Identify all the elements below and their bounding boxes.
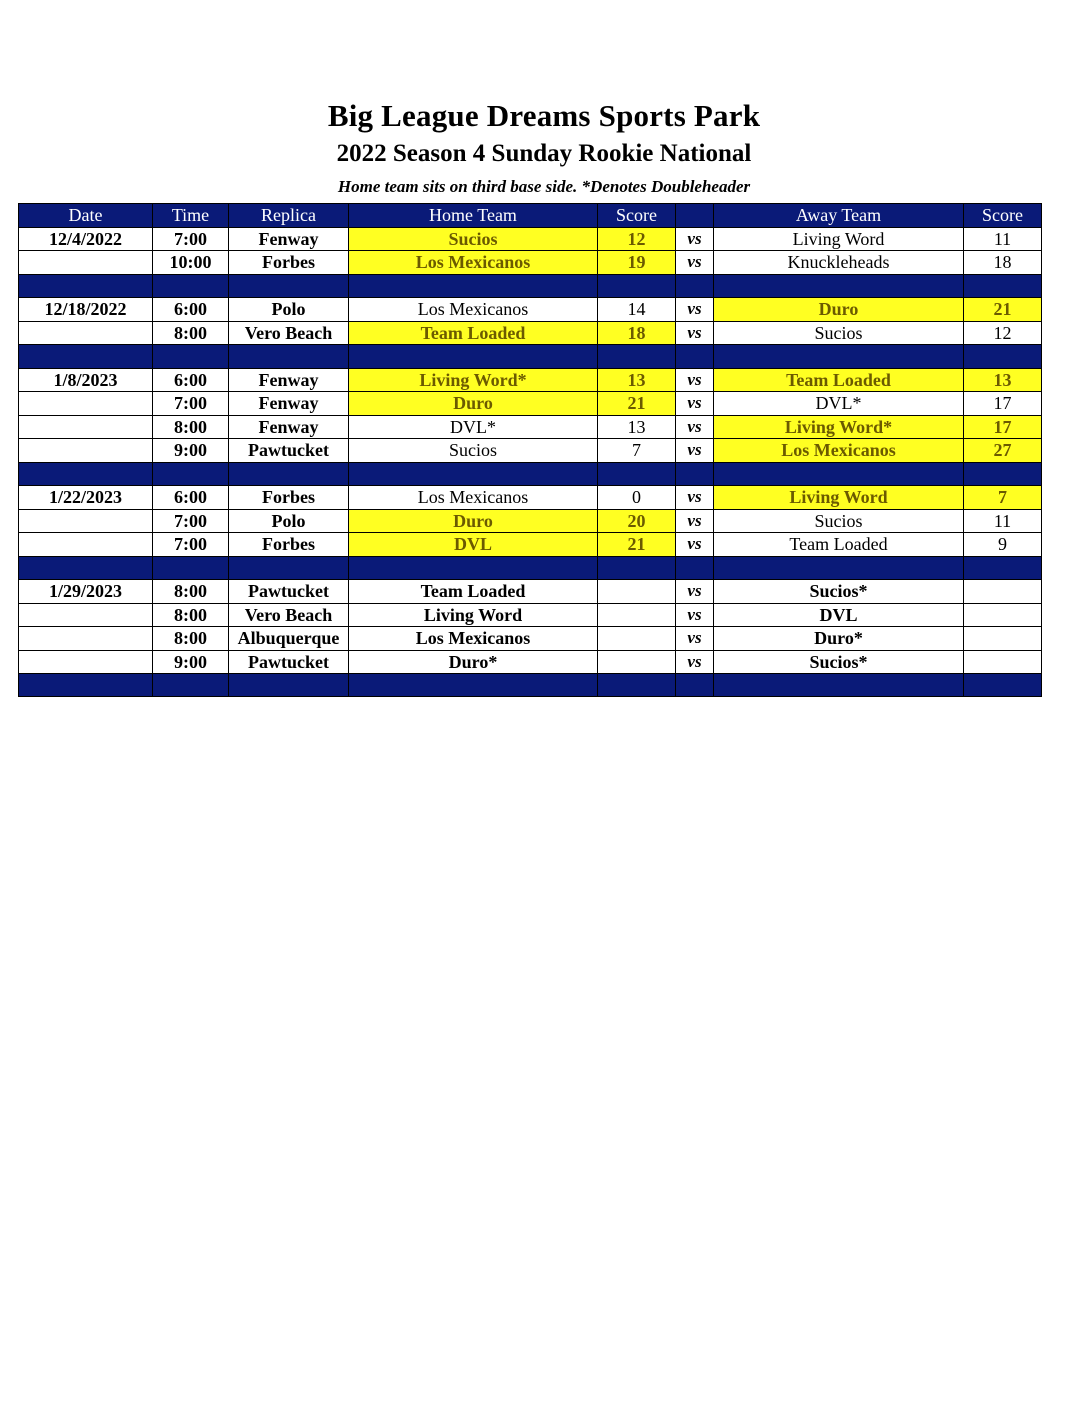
away-score-cell: 7	[964, 486, 1042, 510]
col-header-home-team: Home Team	[349, 204, 598, 228]
vs-cell: vs	[676, 580, 714, 604]
replica-cell: Polo	[229, 298, 349, 322]
replica-cell: Fenway	[229, 227, 349, 251]
time-cell: 7:00	[153, 533, 229, 557]
separator-cell	[153, 674, 229, 697]
home-score-cell: 13	[598, 368, 676, 392]
game-row	[19, 439, 1042, 463]
separator-cell	[714, 274, 964, 298]
separator-cell	[964, 556, 1042, 580]
away-team-cell: DVL	[714, 603, 964, 627]
time-cell: 8:00	[153, 627, 229, 651]
separator-cell	[676, 462, 714, 486]
date-cell	[19, 509, 153, 533]
replica-cell: Pawtucket	[229, 580, 349, 604]
date-cell	[19, 251, 153, 275]
home-team-cell: Duro*	[349, 650, 598, 674]
replica-cell: Fenway	[229, 392, 349, 416]
time-cell: 7:00	[153, 392, 229, 416]
home-team-cell: Duro	[349, 392, 598, 416]
vs-cell: vs	[676, 392, 714, 416]
vs-cell: vs	[676, 439, 714, 463]
away-score-cell: 18	[964, 251, 1042, 275]
home-score-cell: 21	[598, 533, 676, 557]
separator-cell	[229, 274, 349, 298]
time-cell: 8:00	[153, 415, 229, 439]
home-team-cell: Los Mexicanos	[349, 298, 598, 322]
home-score-cell: 18	[598, 321, 676, 345]
separator-cell	[19, 462, 153, 486]
vs-cell: vs	[676, 321, 714, 345]
separator-cell	[598, 674, 676, 697]
away-score-cell: 12	[964, 321, 1042, 345]
vs-cell: vs	[676, 415, 714, 439]
home-team-cell: Duro	[349, 509, 598, 533]
date-cell	[19, 533, 153, 557]
date-cell: 12/4/2022	[19, 227, 153, 251]
time-cell: 6:00	[153, 368, 229, 392]
home-score-cell: 20	[598, 509, 676, 533]
replica-cell: Polo	[229, 509, 349, 533]
date-cell	[19, 415, 153, 439]
replica-cell: Fenway	[229, 368, 349, 392]
separator-cell	[349, 674, 598, 697]
separator-cell	[676, 274, 714, 298]
home-score-cell	[598, 650, 676, 674]
away-team-cell: Knuckleheads	[714, 251, 964, 275]
separator-cell	[964, 674, 1042, 697]
away-score-cell: 17	[964, 392, 1042, 416]
away-team-cell: Sucios*	[714, 650, 964, 674]
time-cell: 6:00	[153, 298, 229, 322]
game-row	[19, 533, 1042, 557]
time-cell: 7:00	[153, 227, 229, 251]
away-team-cell: Living Word	[714, 486, 964, 510]
vs-cell: vs	[676, 251, 714, 275]
away-team-cell: Los Mexicanos	[714, 439, 964, 463]
col-header-vs	[676, 204, 714, 228]
col-header-away-team: Away Team	[714, 204, 964, 228]
away-team-cell: Sucios	[714, 321, 964, 345]
vs-cell: vs	[676, 486, 714, 510]
away-score-cell: 17	[964, 415, 1042, 439]
separator-cell	[19, 556, 153, 580]
away-team-cell: DVL*	[714, 392, 964, 416]
game-row	[19, 251, 1042, 275]
date-cell	[19, 321, 153, 345]
vs-cell: vs	[676, 533, 714, 557]
separator-cell	[676, 345, 714, 369]
separator-cell	[19, 274, 153, 298]
game-row	[19, 650, 1042, 674]
home-team-cell: Sucios	[349, 227, 598, 251]
separator-cell	[676, 556, 714, 580]
home-score-cell: 0	[598, 486, 676, 510]
separator-cell	[153, 462, 229, 486]
separator-cell	[229, 462, 349, 486]
time-cell: 10:00	[153, 251, 229, 275]
game-row	[19, 227, 1042, 251]
date-cell: 1/29/2023	[19, 580, 153, 604]
away-team-cell: Team Loaded	[714, 368, 964, 392]
vs-cell: vs	[676, 227, 714, 251]
away-score-cell: 11	[964, 509, 1042, 533]
time-cell: 8:00	[153, 321, 229, 345]
replica-cell: Forbes	[229, 533, 349, 557]
replica-cell: Albuquerque	[229, 627, 349, 651]
separator-cell	[229, 674, 349, 697]
game-row	[19, 580, 1042, 604]
separator-cell	[153, 274, 229, 298]
separator-cell	[598, 462, 676, 486]
col-header-time: Time	[153, 204, 229, 228]
separator-cell	[598, 345, 676, 369]
separator-row	[19, 556, 1042, 580]
away-team-cell: Living Word*	[714, 415, 964, 439]
game-row	[19, 392, 1042, 416]
home-score-cell: 12	[598, 227, 676, 251]
separator-cell	[153, 556, 229, 580]
date-cell	[19, 627, 153, 651]
home-score-cell: 19	[598, 251, 676, 275]
vs-cell: vs	[676, 650, 714, 674]
time-cell: 6:00	[153, 486, 229, 510]
date-cell: 1/22/2023	[19, 486, 153, 510]
time-cell: 9:00	[153, 439, 229, 463]
home-team-cell: Los Mexicanos	[349, 627, 598, 651]
home-score-cell: 7	[598, 439, 676, 463]
home-score-cell: 14	[598, 298, 676, 322]
away-score-cell: 27	[964, 439, 1042, 463]
away-score-cell	[964, 580, 1042, 604]
away-team-cell: Sucios*	[714, 580, 964, 604]
home-team-cell: Living Word*	[349, 368, 598, 392]
home-team-cell: Los Mexicanos	[349, 486, 598, 510]
home-score-cell	[598, 603, 676, 627]
away-team-cell: Living Word	[714, 227, 964, 251]
vs-cell: vs	[676, 603, 714, 627]
time-cell: 9:00	[153, 650, 229, 674]
game-row	[19, 368, 1042, 392]
date-cell: 12/18/2022	[19, 298, 153, 322]
away-score-cell	[964, 627, 1042, 651]
replica-cell: Pawtucket	[229, 439, 349, 463]
separator-cell	[19, 345, 153, 369]
game-row	[19, 603, 1042, 627]
time-cell: 8:00	[153, 603, 229, 627]
away-team-cell: Team Loaded	[714, 533, 964, 557]
game-row	[19, 321, 1042, 345]
col-header-replica: Replica	[229, 204, 349, 228]
home-score-cell	[598, 627, 676, 651]
home-team-cell: DVL	[349, 533, 598, 557]
away-team-cell: Duro*	[714, 627, 964, 651]
page-title: Big League Dreams Sports Park	[327, 98, 761, 133]
date-cell	[19, 650, 153, 674]
replica-cell: Forbes	[229, 486, 349, 510]
home-team-cell: Living Word	[349, 603, 598, 627]
col-header-away-score: Score	[964, 204, 1042, 228]
separator-cell	[714, 345, 964, 369]
table-header-row	[19, 204, 1042, 228]
time-cell: 8:00	[153, 580, 229, 604]
separator-cell	[19, 674, 153, 697]
table-footer-row	[19, 674, 1042, 697]
vs-cell: vs	[676, 368, 714, 392]
home-team-cell: Los Mexicanos	[349, 251, 598, 275]
replica-cell: Vero Beach	[229, 321, 349, 345]
home-score-cell	[598, 580, 676, 604]
separator-cell	[349, 345, 598, 369]
separator-cell	[229, 345, 349, 369]
away-score-cell: 21	[964, 298, 1042, 322]
away-team-cell: Sucios	[714, 509, 964, 533]
separator-cell	[964, 345, 1042, 369]
separator-cell	[229, 556, 349, 580]
vs-cell: vs	[676, 298, 714, 322]
separator-row	[19, 345, 1042, 369]
date-cell: 1/8/2023	[19, 368, 153, 392]
game-row	[19, 298, 1042, 322]
separator-cell	[964, 462, 1042, 486]
away-score-cell: 9	[964, 533, 1042, 557]
away-score-cell	[964, 650, 1042, 674]
away-score-cell: 11	[964, 227, 1042, 251]
home-team-cell: Sucios	[349, 439, 598, 463]
home-team-cell: DVL*	[349, 415, 598, 439]
away-score-cell: 13	[964, 368, 1042, 392]
date-cell	[19, 603, 153, 627]
schedule-note: Home team sits on third base side. *Denotes Doubleheader	[337, 177, 751, 196]
separator-cell	[598, 274, 676, 298]
separator-cell	[714, 556, 964, 580]
col-header-home-score: Score	[598, 204, 676, 228]
home-team-cell: Team Loaded	[349, 321, 598, 345]
game-row	[19, 486, 1042, 510]
home-team-cell: Team Loaded	[349, 580, 598, 604]
schedule-table	[18, 203, 1042, 697]
page-subtitle: 2022 Season 4 Sunday Rookie National	[336, 140, 752, 167]
separator-cell	[349, 556, 598, 580]
time-cell: 7:00	[153, 509, 229, 533]
col-header-date: Date	[19, 204, 153, 228]
game-row	[19, 509, 1042, 533]
vs-cell: vs	[676, 509, 714, 533]
replica-cell: Pawtucket	[229, 650, 349, 674]
game-row	[19, 627, 1042, 651]
replica-cell: Vero Beach	[229, 603, 349, 627]
away-team-cell: Duro	[714, 298, 964, 322]
separator-cell	[714, 462, 964, 486]
separator-cell	[349, 462, 598, 486]
replica-cell: Fenway	[229, 415, 349, 439]
separator-cell	[598, 556, 676, 580]
separator-cell	[349, 274, 598, 298]
separator-cell	[964, 274, 1042, 298]
separator-cell	[153, 345, 229, 369]
home-score-cell: 21	[598, 392, 676, 416]
away-score-cell	[964, 603, 1042, 627]
replica-cell: Forbes	[229, 251, 349, 275]
vs-cell: vs	[676, 627, 714, 651]
game-row	[19, 415, 1042, 439]
separator-row	[19, 462, 1042, 486]
separator-row	[19, 274, 1042, 298]
home-score-cell: 13	[598, 415, 676, 439]
date-cell	[19, 439, 153, 463]
date-cell	[19, 392, 153, 416]
separator-cell	[676, 674, 714, 697]
separator-cell	[714, 674, 964, 697]
